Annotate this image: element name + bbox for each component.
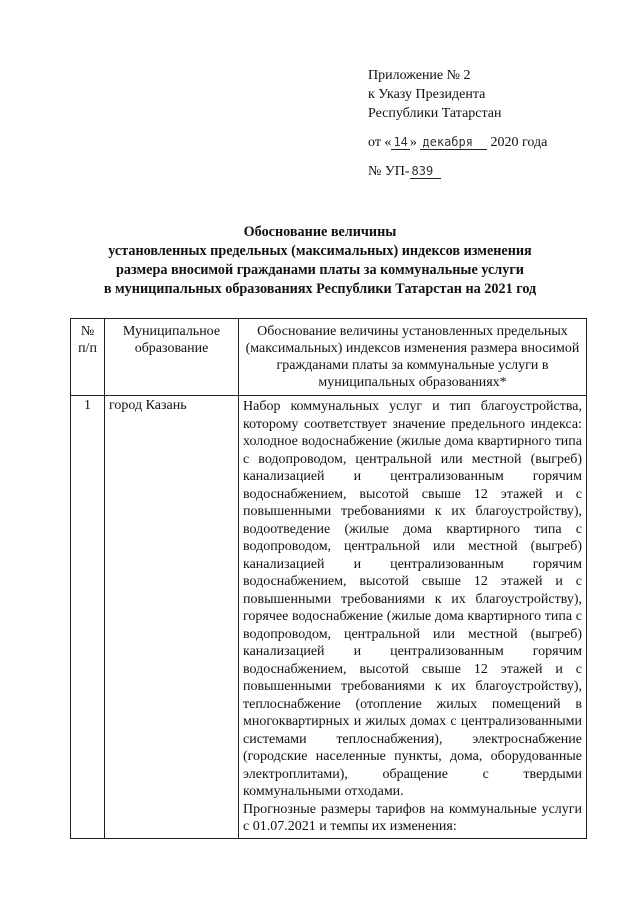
title-line-3: размера вносимой гражданами платы за коммунальные услуги [116,262,524,278]
decree-date [368,133,547,152]
row-num: 1 [71,396,105,839]
number-prefix: № УП- [368,164,410,179]
date-prefix: от « [368,135,392,150]
title-line-4: в муниципальных образованиях Республики Татарстан на 2021 год [103,281,537,297]
justification-table [70,318,587,839]
date-suffix: 2020 года [490,135,548,150]
header-justification: Обоснование величины установленных предельных (максимальных) индексов изменения размера вносимой гражданами платы за коммунальные услуги в муниципальных образованиях* [239,319,587,396]
table-row [71,396,587,839]
header-num: № п/п [71,319,105,396]
title-line-2: установленных предельных (максимальных) индексов изменения [108,243,532,259]
appendix-line-1: Приложение № 2 [368,68,471,83]
document-title [0,223,640,299]
row-municipality: город Казань [105,396,239,839]
appendix-line-2: к Указу Президента [368,87,486,102]
date-mid: » [409,135,417,150]
header-municipality: Муниципальное образование [105,319,239,396]
appendix-line-3: Республики Татарстан [368,106,502,121]
date-month: декабря [420,135,487,150]
appendix-block [368,66,547,181]
decree-number [368,162,547,181]
justification-text-2: Прогнозные размеры тарифов на коммунальные услуги с 01.07.2021 и темпы их изменения: [243,801,582,834]
row-justification [239,396,587,839]
table-header-row [71,319,587,396]
title-line-1: Обоснование величины [243,224,397,240]
date-day: 14 [393,135,408,149]
number-value: 839 [410,164,442,179]
justification-text: Набор коммунальных услуг и тип благоустройства, которому соответствует значение предельного индекса: холодное водоснабжение (жилые дома квартирного типа с водопроводом, центральной или местной (выгреб) канализацией и централизованным горячим водоснабжением, высотой свыше 12 этажей и с повышенными требованиями к их благоустройству), водоотведение (жилые дома квартирного типа с водопроводом, центральной или местной (выгреб) канализацией и централизованным горячим водоснабжением, высотой свыше 12 этажей и с повышенными требованиями к их благоустройству), горячее водоснабжение (жилые дома квартирного типа с водопроводом, центральной или местной (выгреб) канализацией и централизованным горячим водоснабжением, высотой свыше 12 этажей и с повышенными требованиями к их благоустройству), теплоснабжение (отопление жилых помещений в многоквартирных и жилых домах с централизованными системами теплоснабжения), электроснабжение (городские населенные пункты, дома, оборудованные электроплитами), обращение с твердыми коммунальными отходами. [243,399,582,799]
